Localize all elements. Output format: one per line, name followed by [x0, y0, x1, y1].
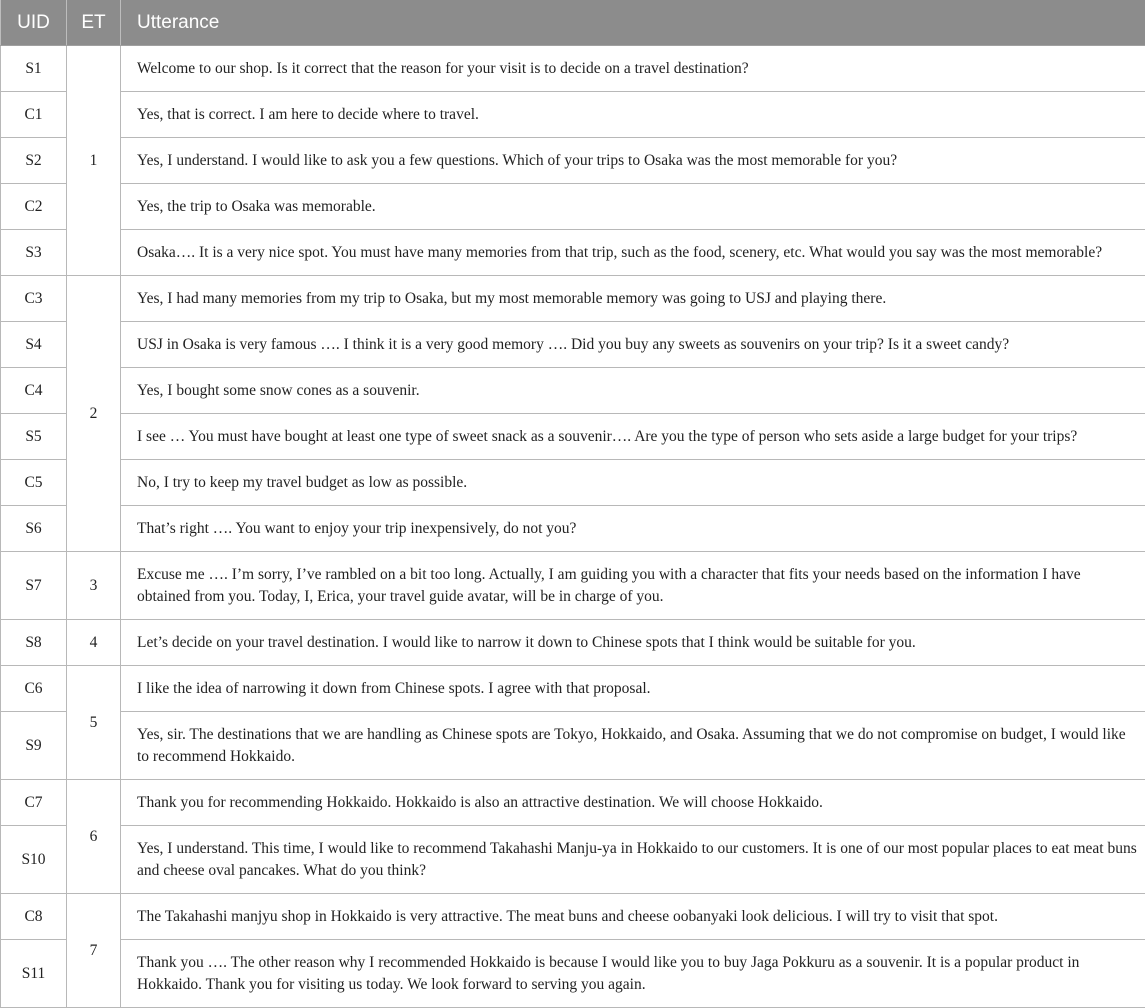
- table-row: [1, 620, 1145, 666]
- utterance-cell: Yes, the trip to Osaka was memorable.: [121, 184, 1145, 230]
- utterance-cell: Welcome to our shop. Is it correct that the reason for your visit is to decide on a travel destination?: [121, 46, 1145, 92]
- table-row: [1, 460, 1145, 506]
- utterance-cell: I like the idea of narrowing it down from Chinese spots. I agree with that proposal.: [121, 666, 1145, 712]
- uid-cell: S9: [1, 712, 67, 780]
- uid-cell: S6: [1, 506, 67, 552]
- uid-cell: S10: [1, 826, 67, 894]
- et-cell: 5: [67, 666, 121, 780]
- table-row: [1, 666, 1145, 712]
- table-row: [1, 712, 1145, 780]
- uid-cell: C6: [1, 666, 67, 712]
- table-row: [1, 826, 1145, 894]
- uid-cell: S3: [1, 230, 67, 276]
- utterance-cell: That’s right …. You want to enjoy your trip inexpensively, do not you?: [121, 506, 1145, 552]
- et-cell: 3: [67, 552, 121, 620]
- et-cell: 7: [67, 894, 121, 1008]
- et-cell: 1: [67, 46, 121, 276]
- utterance-cell: Yes, sir. The destinations that we are handling as Chinese spots are Tokyo, Hokkaido, and Osaka. Assuming that we do not compromise on budget, I would like to recommend Hokkaido.: [121, 712, 1145, 780]
- uid-cell: S11: [1, 940, 67, 1008]
- utterance-cell: Yes, I bought some snow cones as a souvenir.: [121, 368, 1145, 414]
- utterance-cell: The Takahashi manjyu shop in Hokkaido is very attractive. The meat buns and cheese oobanyaki look delicious. I will try to visit that spot.: [121, 894, 1145, 940]
- uid-cell: C3: [1, 276, 67, 322]
- utterance-cell: I see … You must have bought at least one type of sweet snack as a souvenir…. Are you the type of person who sets aside a large budget for your trips?: [121, 414, 1145, 460]
- utterance-cell: Excuse me …. I’m sorry, I’ve rambled on a bit too long. Actually, I am guiding you with a character that fits your needs based on the information I have obtained from you. Today, I, Erica, your travel guide avatar, will be in charge of you.: [121, 552, 1145, 620]
- uid-cell: C7: [1, 780, 67, 826]
- uid-cell: C8: [1, 894, 67, 940]
- utterance-cell: Thank you for recommending Hokkaido. Hokkaido is also an attractive destination. We will choose Hokkaido.: [121, 780, 1145, 826]
- table-row: [1, 92, 1145, 138]
- table-row: [1, 276, 1145, 322]
- table-row: [1, 894, 1145, 940]
- utterance-cell: Thank you …. The other reason why I recommended Hokkaido is because I would like you to buy Jaga Pokkuru as a souvenir. It is a popular product in Hokkaido. Thank you for visiting us today. We look forward to serving you again.: [121, 940, 1145, 1008]
- utterance-cell: No, I try to keep my travel budget as low as possible.: [121, 460, 1145, 506]
- uid-cell: C1: [1, 92, 67, 138]
- et-cell: 4: [67, 620, 121, 666]
- table-row: [1, 552, 1145, 620]
- table-row: [1, 506, 1145, 552]
- uid-cell: S7: [1, 552, 67, 620]
- table-row: [1, 940, 1145, 1008]
- utterance-cell: Yes, I understand. I would like to ask you a few questions. Which of your trips to Osaka was the most memorable for you?: [121, 138, 1145, 184]
- table-row: [1, 184, 1145, 230]
- table-row: [1, 46, 1145, 92]
- utterance-cell: Let’s decide on your travel destination. I would like to narrow it down to Chinese spots that I think would be suitable for you.: [121, 620, 1145, 666]
- uid-cell: S2: [1, 138, 67, 184]
- et-cell: 6: [67, 780, 121, 894]
- uid-cell: C4: [1, 368, 67, 414]
- uid-cell: C2: [1, 184, 67, 230]
- utterance-cell: Osaka…. It is a very nice spot. You must have many memories from that trip, such as the food, scenery, etc. What would you say was the most memorable?: [121, 230, 1145, 276]
- uid-cell: S4: [1, 322, 67, 368]
- uid-cell: C5: [1, 460, 67, 506]
- et-cell: 2: [67, 276, 121, 552]
- table-row: [1, 230, 1145, 276]
- utterance-cell: Yes, that is correct. I am here to decide where to travel.: [121, 92, 1145, 138]
- utterance-cell: Yes, I had many memories from my trip to Osaka, but my most memorable memory was going to USJ and playing there.: [121, 276, 1145, 322]
- header-uid: UID: [1, 0, 67, 46]
- uid-cell: S5: [1, 414, 67, 460]
- table-header-row: [1, 0, 1145, 46]
- uid-cell: S8: [1, 620, 67, 666]
- uid-cell: S1: [1, 46, 67, 92]
- table-row: [1, 780, 1145, 826]
- table-row: [1, 414, 1145, 460]
- utterance-cell: Yes, I understand. This time, I would like to recommend Takahashi Manju-ya in Hokkaido to our customers. It is one of our most popular places to eat meat buns and cheese oval pancakes. What do you think?: [121, 826, 1145, 894]
- table-row: [1, 322, 1145, 368]
- table-row: [1, 138, 1145, 184]
- header-utterance: Utterance: [121, 0, 1145, 46]
- header-et: ET: [67, 0, 121, 46]
- utterance-cell: USJ in Osaka is very famous …. I think it is a very good memory …. Did you buy any sweets as souvenirs on your trip? Is it a sweet candy?: [121, 322, 1145, 368]
- table-row: [1, 368, 1145, 414]
